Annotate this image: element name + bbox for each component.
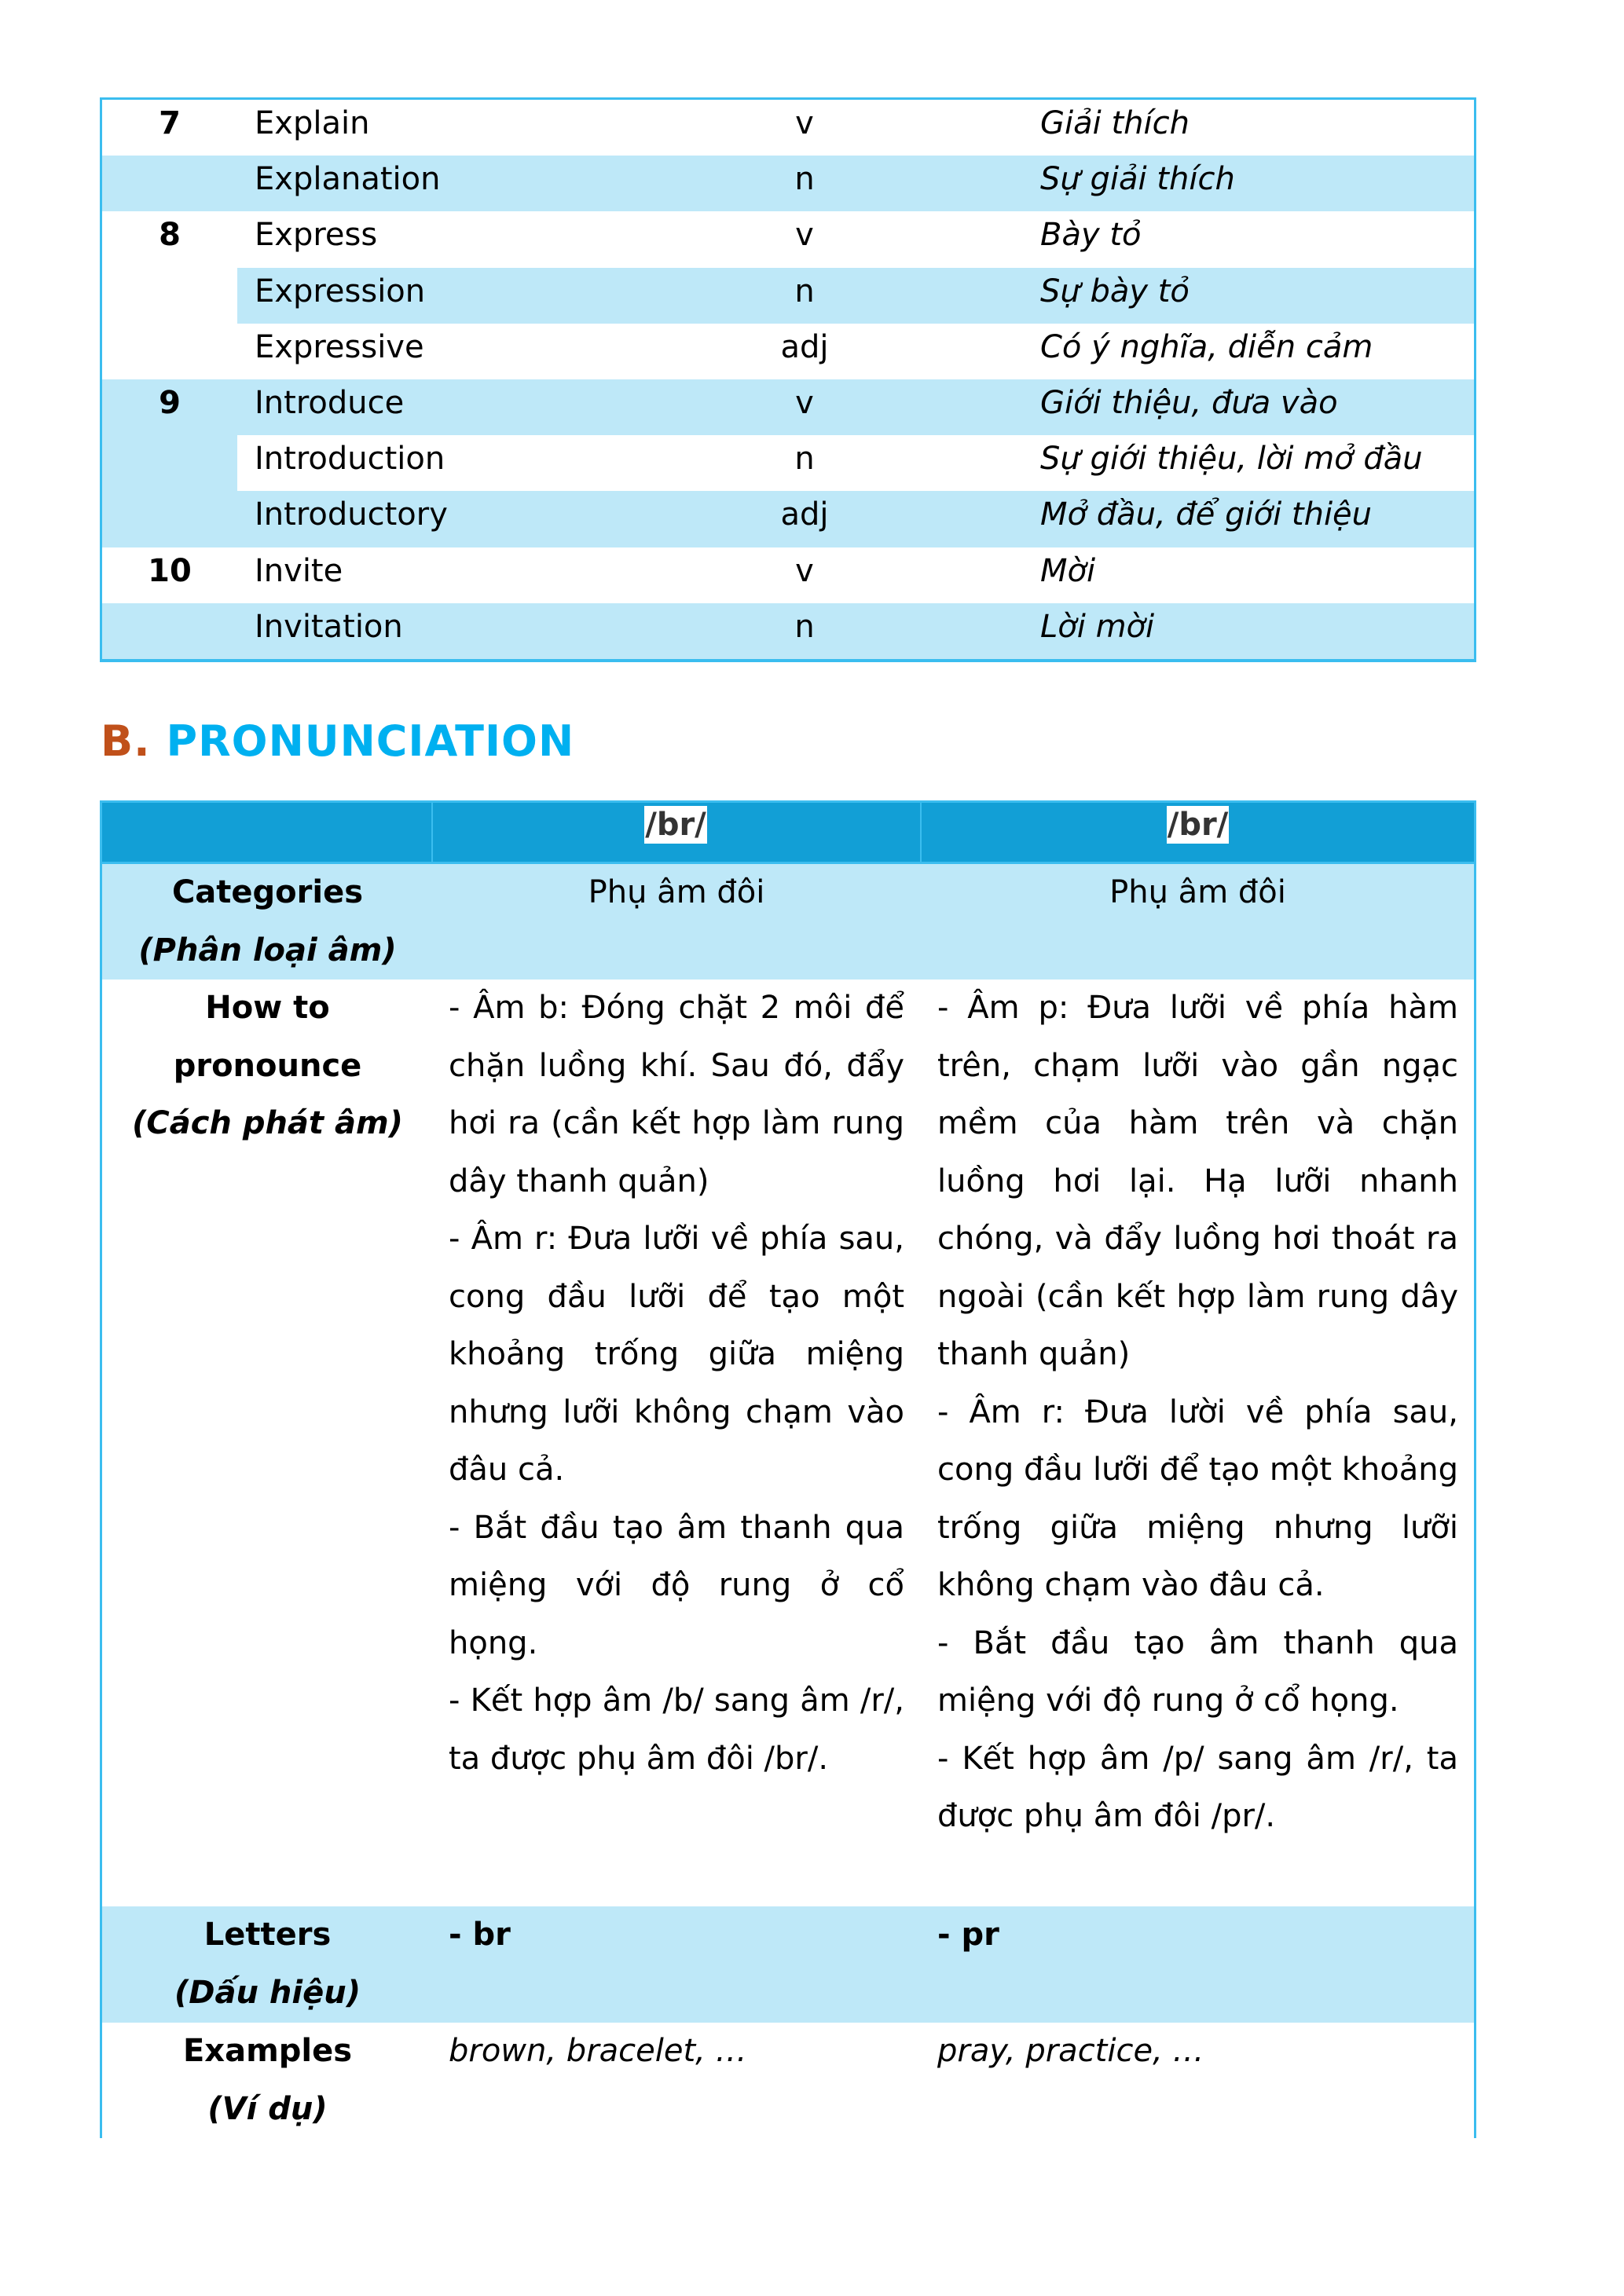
- howto-row: [102, 980, 1474, 1906]
- row-label: [102, 2023, 433, 2140]
- item-number: 9: [102, 379, 237, 435]
- section-title: PRONUNCIATION: [166, 716, 575, 766]
- cell: - pr: [937, 1917, 999, 1953]
- table-row: [102, 603, 1474, 659]
- paragraph: - Kết hợp âm /b/ sang âm /r/, ta được phụ âm đôi /br/.: [449, 1683, 904, 1777]
- table-row: [102, 491, 1474, 547]
- word: Explanation: [237, 156, 679, 211]
- paragraph: - Bắt đầu tạo âm thanh qua miệng với độ rung ở cổ họng.: [937, 1624, 1458, 1719]
- paragraph: - Âm b: Đóng chặt 2 môi để chặn luồng khí. Sau đó, đẩy hơi ra (cần kết hợp làm rung dây thanh quản): [449, 990, 904, 1199]
- word: Expressive: [237, 324, 679, 379]
- word-family-table: [100, 97, 1476, 662]
- part-of-speech: v: [679, 100, 930, 156]
- paragraph: - Kết hợp âm /p/ sang âm /r/, ta được phụ âm đôi /pr/.: [937, 1740, 1458, 1834]
- cell: Phụ âm đôi: [1109, 874, 1286, 910]
- cell: pray, practice, …: [937, 2033, 1204, 2069]
- meaning: Giới thiệu, đưa vào: [930, 379, 1474, 435]
- header-label: /br/: [1167, 807, 1229, 843]
- header-cell: [922, 803, 1474, 862]
- meaning: Sự bày tỏ: [930, 268, 1474, 324]
- table-row: [102, 324, 1474, 379]
- item-number: [102, 491, 237, 547]
- part-of-speech: n: [679, 435, 930, 491]
- label: How to: [205, 990, 330, 1026]
- label: Examples: [182, 2033, 353, 2069]
- cell: brown, bracelet, …: [449, 2033, 747, 2069]
- word: Introduce: [237, 379, 679, 435]
- label: pronounce: [173, 1047, 362, 1084]
- meaning: Bày tỏ: [930, 211, 1474, 267]
- cell: - br: [449, 1917, 511, 1953]
- header-label: /br/: [645, 807, 706, 843]
- word: Invite: [237, 547, 679, 603]
- label-sub: (Cách phát âm): [132, 1105, 403, 1141]
- meaning: Sự giải thích: [930, 156, 1474, 211]
- row-label: [102, 1906, 433, 2023]
- paragraph: - Âm p: Đưa lưỡi về phía hàm trên, chạm lưỡi vào gần ngạc mềm của hàm trên và chặn luồng hơi lại. Hạ lưỡi nhanh chóng, và đẩy luồng hơi thoát ra ngoài (cần kết hợp làm rung dây thanh quản): [937, 990, 1458, 1372]
- row-label: [102, 980, 433, 1906]
- meaning: Có ý nghĩa, diễn cảm: [930, 324, 1474, 379]
- item-number: 8: [102, 211, 237, 267]
- paragraph: - Bắt đầu tạo âm thanh qua miệng với độ rung ở cổ họng.: [449, 1509, 904, 1661]
- meaning: Mở đầu, để giới thiệu: [930, 491, 1474, 547]
- table-row: [102, 547, 1474, 603]
- item-number: 10: [102, 547, 237, 603]
- item-number: [102, 268, 237, 324]
- word: Introductory: [237, 491, 679, 547]
- table-row: [102, 379, 1474, 435]
- item-number: 7: [102, 100, 237, 156]
- label-sub: (Dấu hiệu): [174, 1974, 361, 2011]
- part-of-speech: v: [679, 379, 930, 435]
- header-cell: [433, 803, 922, 862]
- pronunciation-table: [100, 800, 1476, 2138]
- table-row: [102, 100, 1474, 156]
- label-sub: (Ví dụ): [207, 2090, 328, 2127]
- label: Letters: [203, 1917, 332, 1953]
- item-number: [102, 324, 237, 379]
- meaning: Mời: [930, 547, 1474, 603]
- part-of-speech: adj: [679, 324, 930, 379]
- part-of-speech: v: [679, 211, 930, 267]
- header-empty: [102, 803, 433, 862]
- section-heading: [101, 716, 574, 766]
- label: Categories: [171, 874, 364, 910]
- paragraph: - Âm r: Đưa lưỡi về phía sau, cong đầu lưỡi để tạo một khoảng trống giữa miệng nhưng lưỡi không chạm vào đâu cả.: [449, 1221, 904, 1488]
- examples-row: [102, 2023, 1474, 2140]
- part-of-speech: adj: [679, 491, 930, 547]
- table-row: [102, 435, 1474, 491]
- part-of-speech: v: [679, 547, 930, 603]
- table-row: [102, 268, 1474, 324]
- word: Expression: [237, 268, 679, 324]
- letters-row: [102, 1906, 1474, 2023]
- word: Introduction: [237, 435, 679, 491]
- cell: [922, 980, 1474, 1906]
- item-number: [102, 156, 237, 211]
- meaning: Giải thích: [930, 100, 1474, 156]
- part-of-speech: n: [679, 603, 930, 659]
- item-number: [102, 435, 237, 491]
- cell: Phụ âm đôi: [588, 874, 765, 910]
- word: Explain: [237, 100, 679, 156]
- cell: [433, 980, 922, 1906]
- part-of-speech: n: [679, 156, 930, 211]
- table-row: [102, 211, 1474, 267]
- meaning: Lời mời: [930, 603, 1474, 659]
- section-letter: B.: [101, 716, 151, 766]
- header-row: [102, 803, 1474, 864]
- label-sub: (Phân loại âm): [138, 932, 397, 969]
- categories-row: [102, 864, 1474, 980]
- table-row: [102, 156, 1474, 211]
- row-label: [102, 864, 433, 980]
- item-number: [102, 603, 237, 659]
- part-of-speech: n: [679, 268, 930, 324]
- word: Invitation: [237, 603, 679, 659]
- meaning: Sự giới thiệu, lời mở đầu: [930, 435, 1474, 491]
- paragraph: - Âm r: Đưa lười về phía sau, cong đầu lưỡi để tạo một khoảng trống giữa miệng nhưng lưỡi không chạm vào đâu cả.: [937, 1393, 1458, 1603]
- word: Express: [237, 211, 679, 267]
